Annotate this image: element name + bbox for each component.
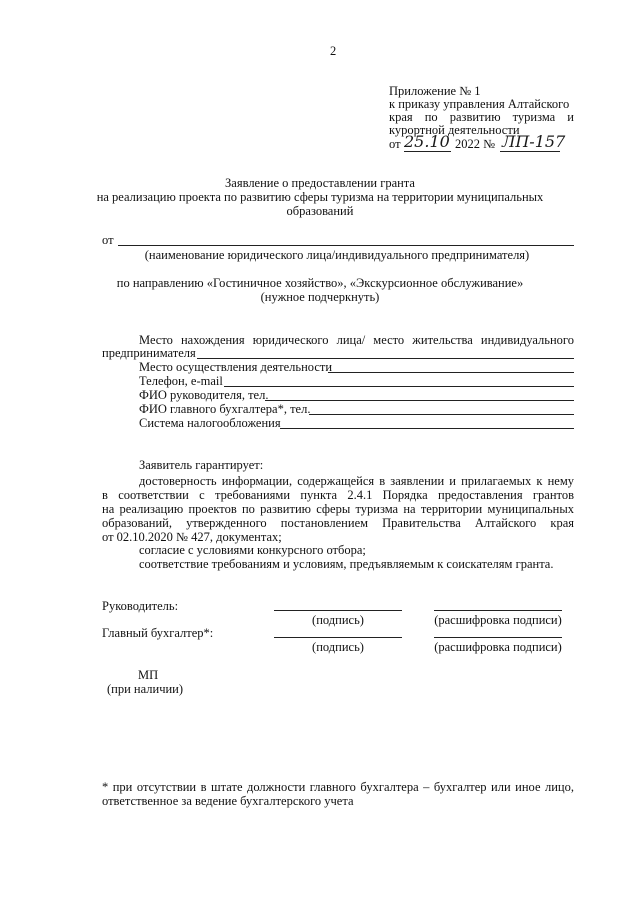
appendix-title: Приложение № 1	[389, 84, 481, 98]
heading-line-2: на реализацию проекта по развитию сферы туризма на территории муниципальных	[96, 190, 544, 204]
head-decoding-caption: (расшифровка подписи)	[434, 613, 562, 627]
appendix-year-prefix: 2022 №	[455, 137, 496, 151]
guarantee-title: Заявитель гарантирует:	[139, 458, 264, 472]
head-decoding-line[interactable]	[434, 610, 562, 611]
head-name-label: ФИО руководителя, тел.	[139, 388, 269, 402]
number-underline	[500, 151, 560, 152]
guarantee-p2: согласие с условиями конкурсного отбора;	[139, 543, 366, 557]
guarantee-p1-line-3: на реализацию проектов по развитию сферы туризма на территории муниципальных	[102, 502, 574, 516]
footnote-line-1: * при отсутствии в штате должности главного бухгалтера – бухгалтер или иное лицо,	[102, 780, 574, 794]
direction-note: (нужное подчеркнуть)	[260, 290, 380, 304]
stamp-note: (при наличии)	[107, 682, 184, 696]
guarantee-p1-line-1: достоверность информации, содержащейся в заявлении и прилагаемых к нему	[139, 474, 574, 488]
accountant-name-field[interactable]	[309, 414, 574, 415]
handwritten-date: 25.10	[404, 132, 450, 151]
accountant-decoding-caption: (расшифровка подписи)	[434, 640, 562, 654]
head-signature-label: Руководитель:	[102, 599, 179, 613]
tax-system-label: Система налогообложения	[139, 416, 281, 430]
appendix-line-1: к приказу управления Алтайского	[389, 97, 570, 111]
accountant-name-label: ФИО главного бухгалтера*, тел.	[139, 402, 311, 416]
appendix-line-3: курортной деятельности	[389, 123, 520, 137]
guarantee-p1-line-4: образований, утвержденного постановлением Правительства Алтайского края	[102, 516, 574, 530]
appendix-line-2: края по развитию туризма и	[389, 110, 574, 124]
location-label-line-2: предпринимателя	[102, 346, 196, 360]
activity-place-label: Место осуществления деятельности	[139, 360, 333, 374]
location-field[interactable]	[197, 358, 574, 359]
applicant-name-caption: (наименование юридического лица/индивидуального предпринимателя)	[144, 248, 530, 262]
heading-line-3: образований	[286, 204, 354, 218]
footnote-line-2: ответственное за ведение бухгалтерского учета	[102, 794, 354, 808]
head-signature-line[interactable]	[274, 610, 402, 611]
guarantee-p3: соответствие требованиям и условиям, предъявляемым к соискателям гранта.	[139, 557, 554, 571]
accountant-signature-line[interactable]	[274, 637, 402, 638]
appendix-date-prefix: от	[389, 137, 401, 151]
head-signature-caption: (подпись)	[312, 613, 364, 627]
head-name-field[interactable]	[265, 400, 574, 401]
accountant-signature-caption: (подпись)	[312, 640, 364, 654]
activity-place-field[interactable]	[328, 372, 574, 373]
heading-line-1: Заявление о предоставлении гранта	[225, 176, 415, 190]
location-label-line-1: Место нахождения юридического лица/ место жительства индивидуального	[139, 333, 574, 347]
guarantee-p1-line-5: от 02.10.2020 № 427, документах;	[102, 530, 282, 544]
accountant-decoding-line[interactable]	[434, 637, 562, 638]
tax-system-field[interactable]	[280, 428, 574, 429]
accountant-signature-label: Главный бухгалтер*:	[102, 626, 214, 640]
guarantee-p1-line-2: в соответствии с требованиями пункта 2.4.1 Порядка предоставления грантов	[102, 488, 574, 502]
page-number: 2	[330, 44, 337, 58]
date-underline	[404, 151, 451, 152]
phone-field[interactable]	[224, 386, 574, 387]
direction-text: по направлению «Гостиничное хозяйство», «Экскурсионное обслуживание»	[116, 276, 524, 290]
phone-label: Телефон, e-mail	[139, 374, 223, 388]
handwritten-number: ЛП-157	[502, 132, 566, 151]
applicant-name-line[interactable]	[118, 245, 574, 246]
stamp-label: МП	[138, 668, 159, 682]
from-label: от	[102, 233, 114, 247]
